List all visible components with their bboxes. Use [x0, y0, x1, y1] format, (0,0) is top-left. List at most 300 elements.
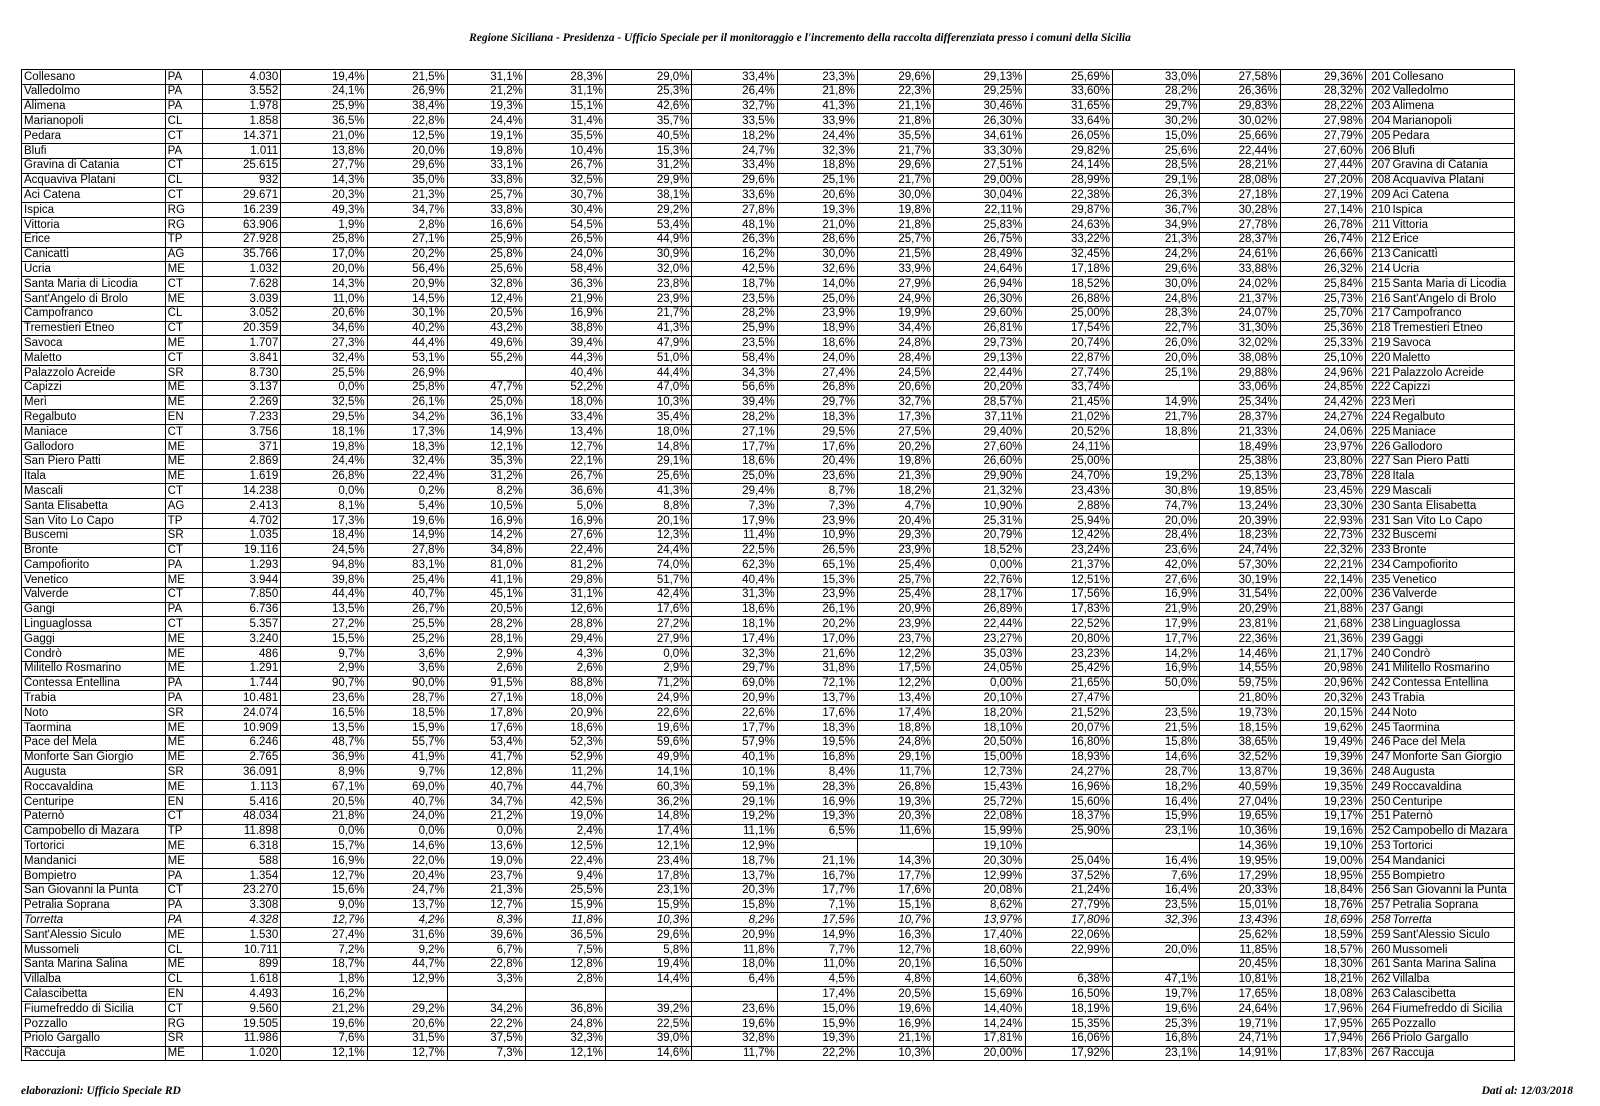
cell-comune: Capizzi — [22, 380, 166, 395]
table-row — [22, 1046, 1515, 1061]
cell-rd-4: 2,8% — [525, 972, 605, 987]
cell-rd-10: 24,63% — [1025, 217, 1112, 232]
cell-rd-4: 18,6% — [525, 721, 605, 736]
cell-rd-11: 30,0% — [1113, 277, 1200, 292]
cell-abitanti: 8.730 — [203, 365, 281, 380]
cell-rd-4: 20,9% — [525, 706, 605, 721]
cell-rd-4: 31,4% — [525, 114, 605, 129]
cell-rd-11: 14,6% — [1113, 750, 1200, 765]
cell-rd-7: 26,8% — [777, 380, 857, 395]
cell-rank: 205 — [1365, 129, 1391, 144]
cell-rd-10: 2,88% — [1025, 499, 1112, 514]
cell-rd-10: 23,43% — [1025, 484, 1112, 499]
cell-rd-10: 21,24% — [1025, 883, 1112, 898]
cell-rank: 202 — [1365, 84, 1391, 99]
cell-provincia: PA — [165, 691, 202, 706]
cell-rd-10: 12,42% — [1025, 528, 1112, 543]
cell-rd-10: 24,11% — [1025, 439, 1112, 454]
cell-rank: 240 — [1365, 647, 1391, 662]
cell-comune: Maletto — [22, 351, 166, 366]
cell-rd-3: 12,8% — [447, 765, 525, 780]
cell-media-1: 32,52% — [1200, 750, 1280, 765]
cell-rd-6: 32,8% — [692, 1031, 777, 1046]
cell-abitanti: 1.619 — [203, 469, 281, 484]
table-row — [22, 336, 1515, 351]
cell-media-2: 26,74% — [1280, 232, 1365, 247]
cell-provincia: TP — [165, 513, 202, 528]
cell-rd-3: 12,7% — [447, 898, 525, 913]
cell-comune: Campofiorito — [22, 558, 166, 573]
cell-rd-4: 22,4% — [525, 854, 605, 869]
cell-rd-6: 59,1% — [692, 780, 777, 795]
cell-rd-11: 24,8% — [1113, 291, 1200, 306]
cell-comune: Pozzallo — [22, 1017, 166, 1032]
cell-rd-1: 12,1% — [281, 1046, 367, 1061]
cell-rd-6: 57,9% — [692, 735, 777, 750]
cell-media-2: 25,33% — [1280, 336, 1365, 351]
cell-rd-1: 32,5% — [281, 395, 367, 410]
cell-provincia: CT — [165, 321, 202, 336]
cell-rd-10: 21,65% — [1025, 676, 1112, 691]
cell-rd-9: 26,81% — [933, 321, 1025, 336]
cell-rd-6: 27,1% — [692, 425, 777, 440]
table-row — [22, 365, 1515, 380]
cell-comune: Collesano — [22, 70, 166, 85]
cell-rank: 229 — [1365, 484, 1391, 499]
cell-media-1: 27,78% — [1200, 217, 1280, 232]
cell-rd-9: 37,11% — [933, 410, 1025, 425]
cell-rd-6: 32,3% — [692, 647, 777, 662]
cell-rd-8: 21,3% — [857, 469, 933, 484]
cell-rd-5: 14,8% — [606, 439, 692, 454]
table-row — [22, 883, 1515, 898]
cell-media-1: 19,73% — [1200, 706, 1280, 721]
cell-comune: Gangi — [22, 602, 166, 617]
cell-comune-ripetuto: Villalba — [1391, 972, 1514, 987]
cell-rd-9: 29,13% — [933, 351, 1025, 366]
cell-rd-11: 28,3% — [1113, 306, 1200, 321]
cell-provincia: ME — [165, 454, 202, 469]
cell-rd-11 — [1113, 839, 1200, 854]
cell-rd-6: 31,3% — [692, 587, 777, 602]
cell-provincia: SR — [165, 365, 202, 380]
cell-rd-11 — [1113, 439, 1200, 454]
cell-rd-9: 19,10% — [933, 839, 1025, 854]
cell-rd-8: 19,9% — [857, 306, 933, 321]
cell-rd-7: 18,6% — [777, 336, 857, 351]
cell-rd-8: 17,4% — [857, 706, 933, 721]
cell-abitanti: 14.371 — [203, 129, 281, 144]
cell-rd-6: 18,7% — [692, 854, 777, 869]
table-row — [22, 795, 1515, 810]
cell-comune-ripetuto: Mascali — [1391, 484, 1514, 499]
cell-provincia: ME — [165, 262, 202, 277]
cell-media-1: 31,54% — [1200, 587, 1280, 602]
cell-rd-10: 23,24% — [1025, 543, 1112, 558]
cell-rd-7: 31,8% — [777, 661, 857, 676]
cell-rd-5: 47,0% — [606, 380, 692, 395]
cell-rd-8: 15,1% — [857, 898, 933, 913]
cell-media-1: 18,23% — [1200, 528, 1280, 543]
cell-rd-5: 32,0% — [606, 262, 692, 277]
cell-comune: Priolo Gargallo — [22, 1031, 166, 1046]
cell-media-1: 59,75% — [1200, 676, 1280, 691]
cell-rd-8: 19,6% — [857, 1002, 933, 1017]
cell-rd-5: 51,0% — [606, 351, 692, 366]
cell-rd-6: 29,4% — [692, 484, 777, 499]
cell-rd-5: 14,1% — [606, 765, 692, 780]
cell-rd-3: 43,2% — [447, 321, 525, 336]
cell-provincia: CT — [165, 484, 202, 499]
cell-rd-2: 28,7% — [367, 691, 447, 706]
cell-rd-11 — [1113, 380, 1200, 395]
cell-rd-5: 22,6% — [606, 706, 692, 721]
cell-provincia: SR — [165, 528, 202, 543]
cell-rd-2: 26,1% — [367, 395, 447, 410]
cell-provincia: ME — [165, 721, 202, 736]
cell-rank: 258 — [1365, 913, 1391, 928]
cell-rd-11: 36,7% — [1113, 203, 1200, 218]
cell-rd-10: 20,74% — [1025, 336, 1112, 351]
cell-abitanti: 2.269 — [203, 395, 281, 410]
cell-rd-9: 21,32% — [933, 484, 1025, 499]
cell-comune-ripetuto: Regalbuto — [1391, 410, 1514, 425]
cell-rd-3: 25,7% — [447, 188, 525, 203]
cell-media-1: 24,71% — [1200, 1031, 1280, 1046]
cell-comune: Pedara — [22, 129, 166, 144]
table-row — [22, 617, 1515, 632]
cell-rd-2: 90,0% — [367, 676, 447, 691]
cell-rd-10: 32,45% — [1025, 247, 1112, 262]
cell-provincia: ME — [165, 928, 202, 943]
cell-rd-9: 22,44% — [933, 365, 1025, 380]
cell-rd-4: 2,6% — [525, 661, 605, 676]
cell-rd-8: 17,3% — [857, 410, 933, 425]
table-row — [22, 898, 1515, 913]
table-row — [22, 913, 1515, 928]
cell-media-1: 20,45% — [1200, 957, 1280, 972]
cell-rd-7: 16,8% — [777, 750, 857, 765]
cell-rd-11: 18,8% — [1113, 425, 1200, 440]
cell-rd-9: 34,61% — [933, 129, 1025, 144]
cell-rank: 267 — [1365, 1046, 1391, 1061]
cell-rd-11: 28,2% — [1113, 84, 1200, 99]
cell-rd-11: 20,0% — [1113, 351, 1200, 366]
cell-rd-2: 0,0% — [367, 824, 447, 839]
cell-rd-1: 15,7% — [281, 839, 367, 854]
cell-rd-4: 15,9% — [525, 898, 605, 913]
cell-rd-8: 34,4% — [857, 321, 933, 336]
cell-comune: Aci Catena — [22, 188, 166, 203]
cell-comune: Gallodoro — [22, 439, 166, 454]
cell-rank: 217 — [1365, 306, 1391, 321]
cell-rd-3: 19,1% — [447, 129, 525, 144]
cell-comune-ripetuto: Condrò — [1391, 647, 1514, 662]
cell-rd-5 — [606, 987, 692, 1002]
cell-rd-11: 7,6% — [1113, 869, 1200, 884]
cell-comune-ripetuto: Capizzi — [1391, 380, 1514, 395]
cell-comune-ripetuto: Pedara — [1391, 129, 1514, 144]
cell-provincia: ME — [165, 291, 202, 306]
cell-rd-3: 23,7% — [447, 869, 525, 884]
cell-provincia: ME — [165, 380, 202, 395]
cell-rd-5: 27,9% — [606, 632, 692, 647]
cell-rank: 234 — [1365, 558, 1391, 573]
table-row — [22, 203, 1515, 218]
cell-rd-4: 36,8% — [525, 1002, 605, 1017]
cell-rd-9: 10,90% — [933, 499, 1025, 514]
cell-media-1: 28,21% — [1200, 158, 1280, 173]
cell-rd-11: 26,0% — [1113, 336, 1200, 351]
cell-rd-1: 90,7% — [281, 676, 367, 691]
cell-media-2: 25,84% — [1280, 277, 1365, 292]
cell-rd-8: 24,8% — [857, 735, 933, 750]
cell-rd-1: 8,1% — [281, 499, 367, 514]
cell-abitanti: 1.011 — [203, 143, 281, 158]
cell-rd-5: 17,6% — [606, 602, 692, 617]
cell-abitanti: 932 — [203, 173, 281, 188]
cell-rd-1: 19,4% — [281, 70, 367, 85]
cell-rd-1: 7,6% — [281, 1031, 367, 1046]
cell-rd-10: 17,83% — [1025, 602, 1112, 617]
cell-comune-ripetuto: Santa Elisabetta — [1391, 499, 1514, 514]
cell-rd-5: 42,4% — [606, 587, 692, 602]
cell-media-2: 26,32% — [1280, 262, 1365, 277]
cell-provincia: ME — [165, 854, 202, 869]
cell-rd-1: 21,0% — [281, 129, 367, 144]
cell-rank: 242 — [1365, 676, 1391, 691]
cell-rd-5: 23,8% — [606, 277, 692, 292]
cell-media-2: 23,45% — [1280, 484, 1365, 499]
cell-rd-3: 2,9% — [447, 647, 525, 662]
table-row — [22, 84, 1515, 99]
cell-rd-1: 24,4% — [281, 454, 367, 469]
cell-rd-7: 19,3% — [777, 809, 857, 824]
cell-rd-11: 19,2% — [1113, 469, 1200, 484]
cell-rd-1: 36,5% — [281, 114, 367, 129]
cell-rd-6: 34,3% — [692, 365, 777, 380]
cell-rd-8: 25,4% — [857, 587, 933, 602]
cell-rd-10: 17,54% — [1025, 321, 1112, 336]
cell-rd-5: 17,4% — [606, 824, 692, 839]
cell-rd-7: 14,9% — [777, 928, 857, 943]
cell-rank: 256 — [1365, 883, 1391, 898]
cell-abitanti: 24.074 — [203, 706, 281, 721]
cell-media-2: 21,36% — [1280, 632, 1365, 647]
cell-rd-6: 17,4% — [692, 632, 777, 647]
cell-rd-11: 14,2% — [1113, 647, 1200, 662]
cell-provincia: CL — [165, 114, 202, 129]
cell-rd-2: 20,4% — [367, 869, 447, 884]
cell-rd-4: 25,5% — [525, 883, 605, 898]
cell-provincia: CL — [165, 972, 202, 987]
cell-abitanti: 29.671 — [203, 188, 281, 203]
cell-media-2: 20,15% — [1280, 706, 1365, 721]
cell-comune: Calascibetta — [22, 987, 166, 1002]
cell-comune: Monforte San Giorgio — [22, 750, 166, 765]
cell-rd-10: 24,14% — [1025, 158, 1112, 173]
cell-abitanti: 11.898 — [203, 824, 281, 839]
cell-media-1: 17,65% — [1200, 987, 1280, 1002]
cell-rd-2: 26,9% — [367, 84, 447, 99]
cell-rd-2: 38,4% — [367, 99, 447, 114]
cell-rd-6: 23,5% — [692, 336, 777, 351]
cell-rd-2: 30,1% — [367, 306, 447, 321]
cell-comune: Petralia Soprana — [22, 898, 166, 913]
cell-rd-5: 30,9% — [606, 247, 692, 262]
table-row — [22, 321, 1515, 336]
cell-media-1: 11,85% — [1200, 943, 1280, 958]
cell-comune-ripetuto: Blufi — [1391, 143, 1514, 158]
cell-provincia: CT — [165, 809, 202, 824]
cell-provincia: ME — [165, 661, 202, 676]
cell-rd-10: 18,52% — [1025, 277, 1112, 292]
cell-rd-3: 33,8% — [447, 203, 525, 218]
cell-rd-8: 25,7% — [857, 573, 933, 588]
cell-abitanti: 10.481 — [203, 691, 281, 706]
cell-comune-ripetuto: Monforte San Giorgio — [1391, 750, 1514, 765]
cell-comune: Condrò — [22, 647, 166, 662]
cell-rd-2: 14,9% — [367, 528, 447, 543]
table-row — [22, 173, 1515, 188]
cell-rd-2: 32,4% — [367, 454, 447, 469]
cell-rd-1: 23,6% — [281, 691, 367, 706]
cell-rd-10: 21,37% — [1025, 558, 1112, 573]
cell-rd-8: 12,7% — [857, 943, 933, 958]
cell-rd-3: 25,8% — [447, 247, 525, 262]
cell-rd-7: 72,1% — [777, 676, 857, 691]
cell-rd-10: 26,88% — [1025, 291, 1112, 306]
cell-rank: 204 — [1365, 114, 1391, 129]
cell-rd-3: 7,3% — [447, 1046, 525, 1061]
cell-rd-2: 69,0% — [367, 780, 447, 795]
cell-rd-8: 12,2% — [857, 676, 933, 691]
cell-rd-5: 51,7% — [606, 573, 692, 588]
cell-media-2: 17,95% — [1280, 1017, 1365, 1032]
cell-rd-10: 17,56% — [1025, 587, 1112, 602]
cell-provincia: CL — [165, 943, 202, 958]
cell-media-1: 29,83% — [1200, 99, 1280, 114]
cell-rd-6: 62,3% — [692, 558, 777, 573]
cell-rd-4 — [525, 987, 605, 1002]
cell-media-1: 25,13% — [1200, 469, 1280, 484]
cell-rd-10: 16,06% — [1025, 1031, 1112, 1046]
cell-rd-4: 38,8% — [525, 321, 605, 336]
cell-provincia: CL — [165, 306, 202, 321]
cell-rd-8: 10,3% — [857, 1046, 933, 1061]
cell-rd-5: 8,8% — [606, 499, 692, 514]
cell-rd-1: 36,9% — [281, 750, 367, 765]
cell-rd-7: 18,9% — [777, 321, 857, 336]
cell-rd-2: 20,0% — [367, 143, 447, 158]
cell-rd-10: 16,50% — [1025, 987, 1112, 1002]
cell-rd-5: 39,0% — [606, 1031, 692, 1046]
cell-rd-6: 20,3% — [692, 883, 777, 898]
cell-rd-9: 18,60% — [933, 943, 1025, 958]
cell-rd-2: 53,1% — [367, 351, 447, 366]
cell-rd-9: 29,00% — [933, 173, 1025, 188]
cell-rd-7: 28,3% — [777, 780, 857, 795]
cell-rd-2: 13,7% — [367, 898, 447, 913]
cell-abitanti: 20.359 — [203, 321, 281, 336]
cell-rd-7: 17,6% — [777, 706, 857, 721]
cell-rank: 254 — [1365, 854, 1391, 869]
cell-rd-10: 29,82% — [1025, 143, 1112, 158]
cell-rank: 203 — [1365, 99, 1391, 114]
cell-rd-6: 42,5% — [692, 262, 777, 277]
cell-rd-6: 33,6% — [692, 188, 777, 203]
cell-rd-2: 2,8% — [367, 217, 447, 232]
cell-rd-8: 27,5% — [857, 425, 933, 440]
cell-comune: Maniace — [22, 425, 166, 440]
cell-comune: Blufi — [22, 143, 166, 158]
cell-rd-10: 23,23% — [1025, 647, 1112, 662]
cell-rd-9: 33,30% — [933, 143, 1025, 158]
cell-abitanti: 3.552 — [203, 84, 281, 99]
cell-rd-3: 16,6% — [447, 217, 525, 232]
cell-rd-11 — [1113, 928, 1200, 943]
cell-media-2: 23,78% — [1280, 469, 1365, 484]
table-row — [22, 676, 1515, 691]
cell-rd-8: 32,7% — [857, 395, 933, 410]
cell-rd-3: 34,2% — [447, 1002, 525, 1017]
cell-rd-9: 20,79% — [933, 528, 1025, 543]
cell-rd-8: 12,2% — [857, 647, 933, 662]
cell-rd-5: 24,9% — [606, 691, 692, 706]
cell-abitanti: 1.858 — [203, 114, 281, 129]
cell-comune-ripetuto: Savoca — [1391, 336, 1514, 351]
table-row — [22, 661, 1515, 676]
cell-rank: 237 — [1365, 602, 1391, 617]
cell-rd-2: 3,6% — [367, 661, 447, 676]
cell-abitanti: 486 — [203, 647, 281, 662]
cell-rd-9: 20,50% — [933, 735, 1025, 750]
cell-rd-2: 15,9% — [367, 721, 447, 736]
cell-rd-10: 21,52% — [1025, 706, 1112, 721]
cell-comune: Trabia — [22, 691, 166, 706]
cell-rank: 239 — [1365, 632, 1391, 647]
cell-rd-9: 27,60% — [933, 439, 1025, 454]
cell-comune-ripetuto: Campofiorito — [1391, 558, 1514, 573]
table-row — [22, 158, 1515, 173]
cell-rd-8 — [857, 839, 933, 854]
cell-provincia: ME — [165, 839, 202, 854]
cell-rd-3: 41,7% — [447, 750, 525, 765]
cell-rd-7: 15,9% — [777, 1017, 857, 1032]
cell-rd-6: 48,1% — [692, 217, 777, 232]
cell-rd-9: 29,40% — [933, 425, 1025, 440]
table-row — [22, 143, 1515, 158]
table-row — [22, 1002, 1515, 1017]
cell-rank: 218 — [1365, 321, 1391, 336]
cell-rd-11: 28,5% — [1113, 158, 1200, 173]
cell-rd-6: 28,2% — [692, 306, 777, 321]
cell-rd-8: 11,7% — [857, 765, 933, 780]
cell-rd-1: 18,7% — [281, 957, 367, 972]
cell-provincia: PA — [165, 898, 202, 913]
table-row — [22, 602, 1515, 617]
cell-media-1: 21,80% — [1200, 691, 1280, 706]
cell-rd-4: 7,5% — [525, 943, 605, 958]
cell-rd-9: 27,51% — [933, 158, 1025, 173]
cell-comune-ripetuto: Ispica — [1391, 203, 1514, 218]
cell-rd-8: 19,8% — [857, 203, 933, 218]
cell-media-2: 28,22% — [1280, 99, 1365, 114]
cell-rd-9: 24,64% — [933, 262, 1025, 277]
cell-rd-2: 20,9% — [367, 277, 447, 292]
cell-rd-11: 24,2% — [1113, 247, 1200, 262]
cell-rd-11: 25,1% — [1113, 365, 1200, 380]
